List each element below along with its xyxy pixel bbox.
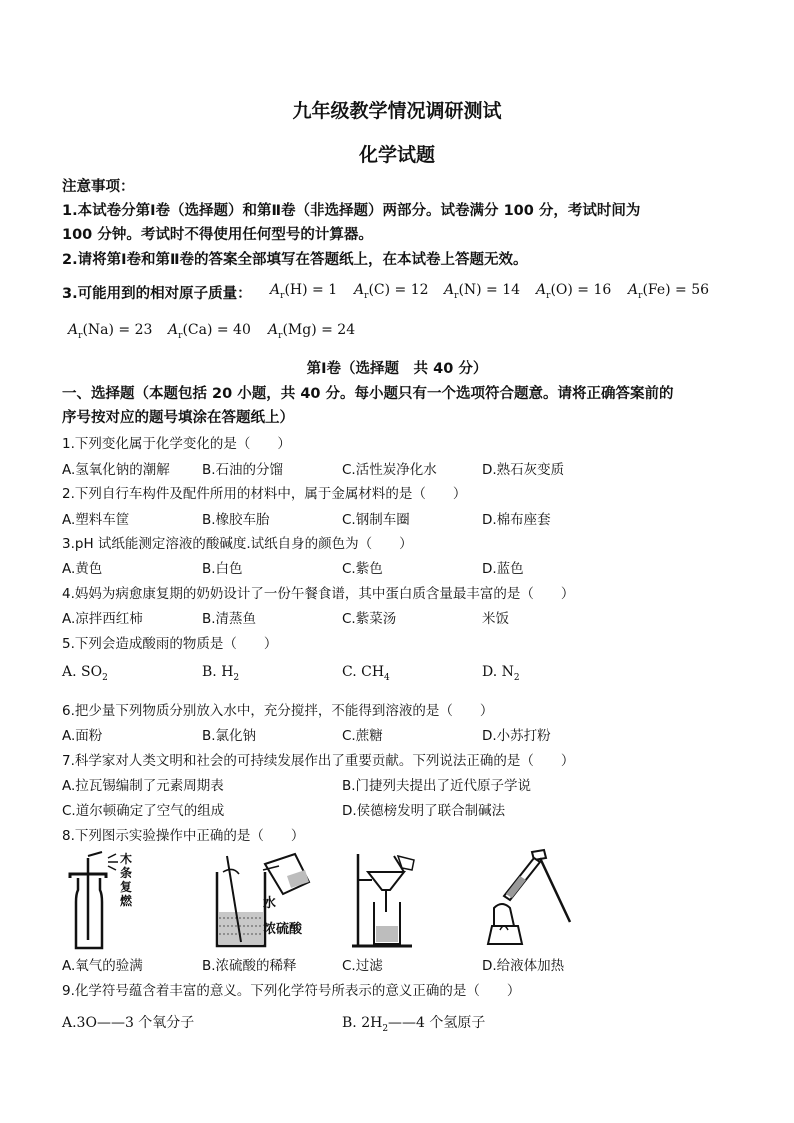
notice-heading: 注意事项： <box>62 179 135 195</box>
option-b: B. $2H_2——4$ 个氢原子 <box>342 1015 486 1034</box>
question-stem: 8.下列图示实验操作中正确的是（ ） <box>62 828 305 844</box>
option-d: D.熟石灰变质 <box>482 462 565 478</box>
mass-fe: $A_r(Fe) = 56$ <box>628 282 710 301</box>
question-stem: 1.下列变化属于化学变化的是（ ） <box>62 436 291 452</box>
notice-line-3: 3.可能用到的相对原子质量： <box>62 286 252 302</box>
option-b: B. $H_2$ <box>202 664 240 683</box>
question-stem: 6.把少量下列物质分别放入水中，充分搅拌，不能得到溶液的是（ ） <box>62 703 494 719</box>
option-c: C.道尔顿确定了空气的组成 <box>62 803 225 819</box>
question-stem: 4.妈妈为病愈康复期的奶奶设计了一份午餐食谱，其中蛋白质含量最丰富的是（ ） <box>62 586 575 602</box>
figure-oxygen-test <box>62 850 172 950</box>
figure-label: 条 <box>120 866 133 880</box>
option-d: D.小苏打粉 <box>482 728 551 744</box>
notice-line-2: 2.请将第Ⅰ卷和第Ⅱ卷的答案全部填写在答题纸上，在本试卷上答题无效。 <box>62 252 528 268</box>
option-c: C.紫菜汤 <box>342 611 397 627</box>
figure-filtration <box>352 852 416 950</box>
option-c: C.蔗糖 <box>342 728 383 744</box>
option-c: C.活性炭净化水 <box>342 462 437 478</box>
option-d: D.蓝色 <box>482 561 524 577</box>
option-d: D.给液体加热 <box>482 958 565 974</box>
question-stem: 3.pH 试纸能测定溶液的酸碱度.试纸自身的颜色为（ ） <box>62 536 413 552</box>
question-stem: 9.化学符号蕴含着丰富的意义。下列化学符号所表示的意义正确的是（ ） <box>62 983 521 999</box>
option-d: D. $N_2$ <box>482 664 520 683</box>
option-b: B.清蒸鱼 <box>202 611 257 627</box>
mass-ca: $A_r(Ca) = 40$ <box>168 322 251 341</box>
option-b: B.门捷列夫提出了近代原子学说 <box>342 778 532 794</box>
option-a: A.氢氧化钠的潮解 <box>62 462 170 478</box>
option-c: C.紫色 <box>342 561 383 577</box>
mass-n: $A_r(N) = 14$ <box>444 282 521 301</box>
mass-c: $A_r(C) = 12$ <box>354 282 429 301</box>
option-a: A.拉瓦锡编制了元素周期表 <box>62 778 224 794</box>
option-a: A.塑料车筐 <box>62 512 130 528</box>
option-a: A.氧气的验满 <box>62 958 143 974</box>
figure-label: 木 <box>120 852 133 866</box>
page-title: 九年级教学情况调研测试 <box>292 100 502 122</box>
mass-na: $A_r(Na) = 23$ <box>68 322 153 341</box>
mass-mg: $A_r(Mg) = 24$ <box>268 322 356 341</box>
option-c: C.钢制车圈 <box>342 512 410 528</box>
option-c: C. $CH_4$ <box>342 664 390 683</box>
figure-heating-liquid <box>484 848 576 948</box>
option-a: A.黄色 <box>62 561 103 577</box>
option-b: B.橡胶车胎 <box>202 512 270 528</box>
option-b: B.氯化钠 <box>202 728 257 744</box>
notice-line-1a: 1.本试卷分第Ⅰ卷（选择题）和第Ⅱ卷（非选择题）两部分。试卷满分 100 分，考试时间为 <box>62 203 641 219</box>
section-instruction-1: 一、选择题（本题包括 20 小题，共 40 分。每小题只有一个选项符合题意。请将正确答案前的 <box>62 386 674 402</box>
option-a: A.3O——3 个氧分子 <box>62 1015 195 1031</box>
option-d: D.棉布座套 <box>482 512 551 528</box>
figure-label: 复 <box>120 880 133 894</box>
question-stem: 5.下列会造成酸雨的物质是（ ） <box>62 636 278 652</box>
option-a: A.面粉 <box>62 728 103 744</box>
mass-h: $A_r(H) = 1$ <box>270 282 338 301</box>
option-d: 米饭 <box>482 611 509 627</box>
figure-acid-dilution <box>205 852 320 950</box>
figure-label-acid: 浓硫酸 <box>263 922 303 937</box>
option-d: D.侯德榜发明了联合制碱法 <box>342 803 506 819</box>
mass-o: $A_r(O) = 16$ <box>536 282 612 301</box>
option-b: B.浓硫酸的稀释 <box>202 958 297 974</box>
page-subtitle: 化学试题 <box>358 144 435 166</box>
question-stem: 7.科学家对人类文明和社会的可持续发展作出了重要贡献。下列说法正确的是（ ） <box>62 753 575 769</box>
notice-line-1b: 100 分钟。考试时不得使用任何型号的计算器。 <box>62 227 373 243</box>
section-instruction-2: 序号按对应的题号填涂在答题纸上） <box>62 410 294 426</box>
option-b: B.白色 <box>202 561 243 577</box>
option-a: A.凉拌西红柿 <box>62 611 143 627</box>
figure-label: 燃 <box>120 894 133 908</box>
option-a: A. $SO_2$ <box>62 664 108 683</box>
question-stem: 2.下列自行车构件及配件所用的材料中，属于金属材料的是（ ） <box>62 486 467 502</box>
figure-label-water: 水 <box>263 896 277 911</box>
option-b: B.石油的分馏 <box>202 462 284 478</box>
section-heading: 第Ⅰ卷（选择题 共 40 分） <box>306 361 488 377</box>
option-c: C.过滤 <box>342 958 383 974</box>
